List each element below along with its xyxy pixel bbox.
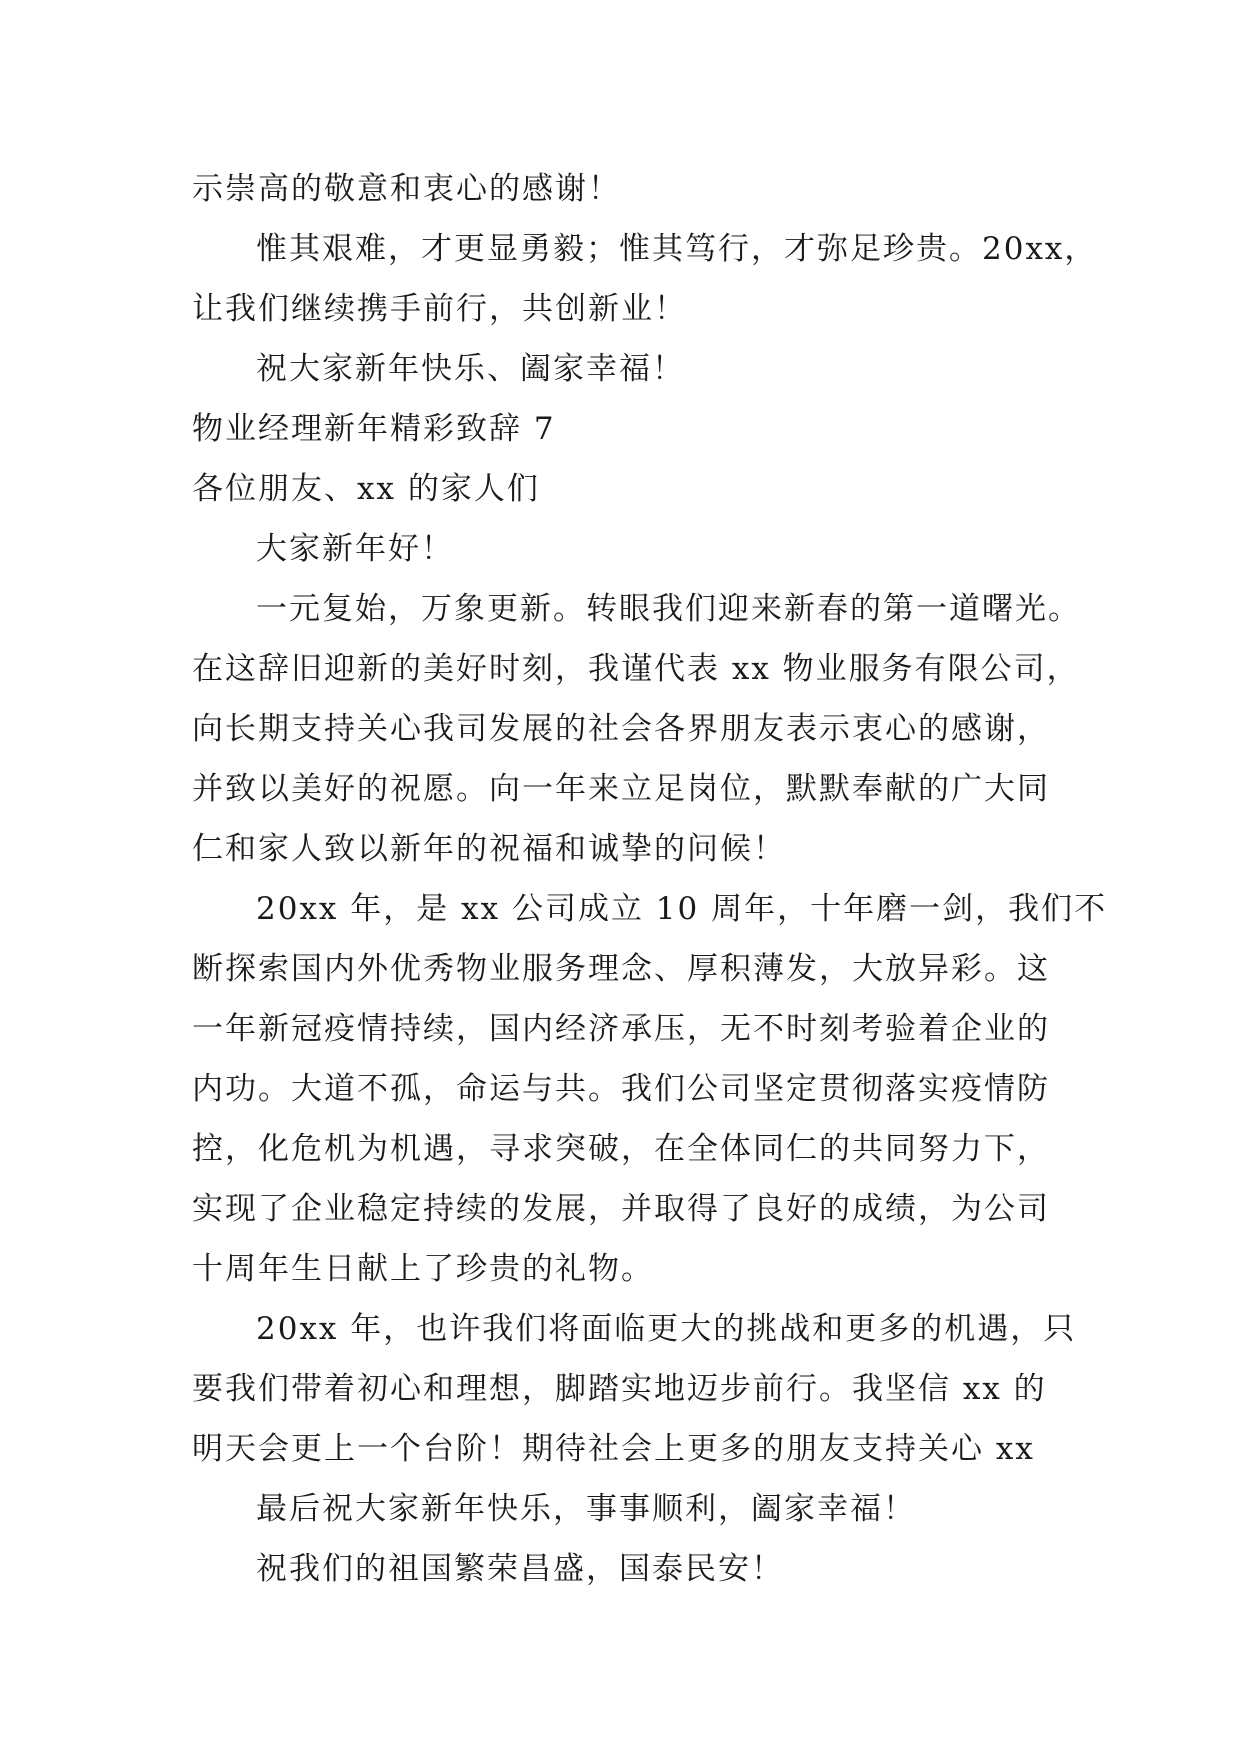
text-line: 明天会更上一个台阶！期待社会上更多的朋友支持关心 xx: [192, 1431, 1035, 1467]
text-line: 示崇高的敬意和衷心的感谢！: [192, 171, 621, 207]
text-line: 实现了企业稳定持续的发展，并取得了良好的成绩，为公司: [192, 1191, 1050, 1227]
text-line: 祝大家新年快乐、阖家幸福！: [256, 351, 685, 387]
greeting: 大家新年好！: [256, 531, 454, 567]
document-body: [192, 159, 1108, 1599]
section-heading: 物业经理新年精彩致辞 7: [192, 411, 556, 447]
text-line: 20xx 年，也许我们将面临更大的挑战和更多的机遇，只: [256, 1311, 1077, 1347]
salutation: 各位朋友、xx 的家人们: [192, 471, 540, 507]
text-line: 让我们继续携手前行，共创新业！: [192, 291, 687, 327]
text-line: 断探索国内外优秀物业服务理念、厚积薄发，大放异彩。这: [192, 951, 1050, 987]
closing-line: 最后祝大家新年快乐，事事顺利，阖家幸福！: [256, 1491, 916, 1527]
text-line: 向长期支持关心我司发展的社会各界朋友表示衷心的感谢，: [192, 711, 1050, 747]
text-line: 十周年生日献上了珍贵的礼物。: [192, 1251, 654, 1287]
text-line: 一年新冠疫情持续，国内经济承压，无不时刻考验着企业的: [192, 1011, 1050, 1047]
text-line: 控，化危机为机遇，寻求突破，在全体同仁的共同努力下，: [192, 1131, 1050, 1167]
text-line: 一元复始，万象更新。转眼我们迎来新春的第一道曙光。: [256, 591, 1081, 627]
closing-line: 祝我们的祖国繁荣昌盛，国泰民安！: [256, 1551, 784, 1587]
text-line: 并致以美好的祝愿。向一年来立足岗位，默默奉献的广大同: [192, 771, 1050, 807]
text-line: 要我们带着初心和理想，脚踏实地迈步前行。我坚信 xx 的: [192, 1371, 1047, 1407]
text-line: 在这辞旧迎新的美好时刻，我谨代表 xx 物业服务有限公司，: [192, 651, 1080, 687]
text-line: 内功。大道不孤，命运与共。我们公司坚定贯彻落实疫情防: [192, 1071, 1050, 1107]
text-line: 惟其艰难，才更显勇毅；惟其笃行，才弥足珍贵。20xx，: [256, 231, 1098, 267]
text-line: 20xx 年，是 xx 公司成立 10 周年，十年磨一剑，我们不: [256, 891, 1108, 927]
text-line: 仁和家人致以新年的祝福和诚挚的问候！: [192, 831, 786, 867]
